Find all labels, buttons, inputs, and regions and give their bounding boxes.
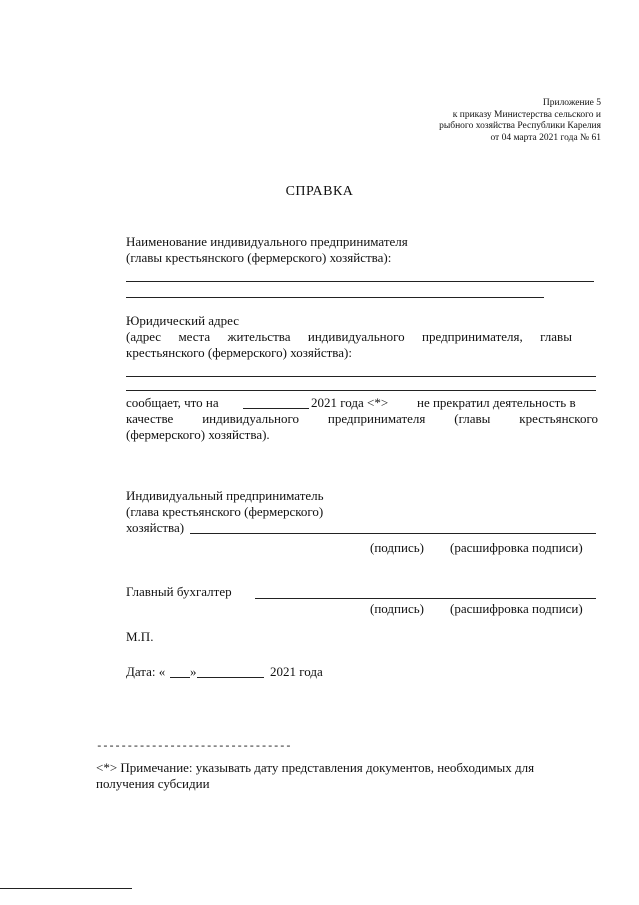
statement-part-2: 2021 года <*>	[311, 395, 389, 410]
appendix-ministry: рыбного хозяйства Республики Карелия	[439, 121, 601, 131]
entrepreneur-name-label: Наименование индивидуального предпринимателя	[126, 234, 408, 249]
legal-address-field-line-1[interactable]	[126, 376, 596, 377]
entrepreneur-name-sublabel: (главы крестьянского (фермерского) хозяйства):	[126, 250, 392, 265]
legal-address-field-line-2[interactable]	[126, 390, 596, 391]
head-signature-label: Индивидуальный предприниматель	[126, 488, 324, 503]
statement-line-2	[126, 411, 598, 427]
statement-word: индивидуального	[202, 411, 299, 426]
statement-part-3: не прекратил деятельность в	[417, 395, 576, 410]
document-title: СПРАВКА	[285, 184, 354, 199]
legal-address-word: главы	[540, 329, 572, 344]
head-signature-decode-caption: (расшифровка подписи)	[450, 540, 583, 555]
entrepreneur-name-field-line-2[interactable]	[126, 297, 544, 298]
head-signature-sublabel-end: хозяйства)	[126, 520, 185, 535]
legal-address-sublabel	[126, 329, 572, 345]
appendix-header	[439, 98, 601, 144]
legal-address-sublabel-end: крестьянского (фермерского) хозяйства):	[126, 345, 352, 360]
head-signature-sign-caption: (подпись)	[370, 540, 424, 555]
statement-word: качестве	[126, 411, 174, 426]
accountant-label: Главный бухгалтер	[126, 584, 232, 599]
accountant-signature-field[interactable]	[255, 598, 596, 599]
date-month-field[interactable]	[197, 677, 264, 678]
appendix-order-date: от 04 марта 2021 года № 61	[490, 132, 601, 143]
accountant-decode-caption: (расшифровка подписи)	[450, 601, 583, 616]
appendix-order-ref: к приказу Министерства сельского и	[452, 109, 601, 120]
statement-part-1: сообщает, что на	[126, 395, 219, 410]
entrepreneur-name-field-line-1[interactable]	[126, 281, 594, 282]
page-bottom-rule	[0, 888, 132, 889]
date-year-suffix: 2021 года	[270, 664, 323, 679]
head-signature-field[interactable]	[190, 533, 596, 534]
stamp-label: М.П.	[126, 629, 154, 644]
date-day-field[interactable]	[170, 677, 190, 678]
footnote-text-end: получения субсидии	[96, 776, 210, 791]
statement-word: (главы	[454, 411, 491, 426]
legal-address-word: места	[178, 329, 211, 344]
statement-date-field[interactable]	[243, 408, 309, 409]
legal-address-word: предпринимателя,	[422, 329, 523, 344]
statement-line-3: (фермерского) хозяйства).	[126, 427, 270, 442]
statement-word: крестьянского	[519, 411, 598, 426]
date-close-quote: »	[190, 664, 197, 679]
footnote-text: <*> Примечание: указывать дату представления документов, необходимых для	[96, 760, 535, 775]
legal-address-label: Юридический адрес	[126, 313, 240, 328]
legal-address-word: (адрес	[126, 329, 162, 344]
accountant-sign-caption: (подпись)	[370, 601, 424, 616]
legal-address-word: индивидуального	[307, 329, 405, 344]
legal-address-word: жительства	[227, 329, 291, 344]
head-signature-sublabel: (глава крестьянского (фермерского)	[126, 504, 324, 519]
appendix-number: Приложение 5	[542, 98, 601, 108]
date-label: Дата: «	[126, 664, 166, 679]
statement-word: предпринимателя	[327, 411, 426, 426]
footnote-separator: --------------------------------	[96, 741, 292, 753]
